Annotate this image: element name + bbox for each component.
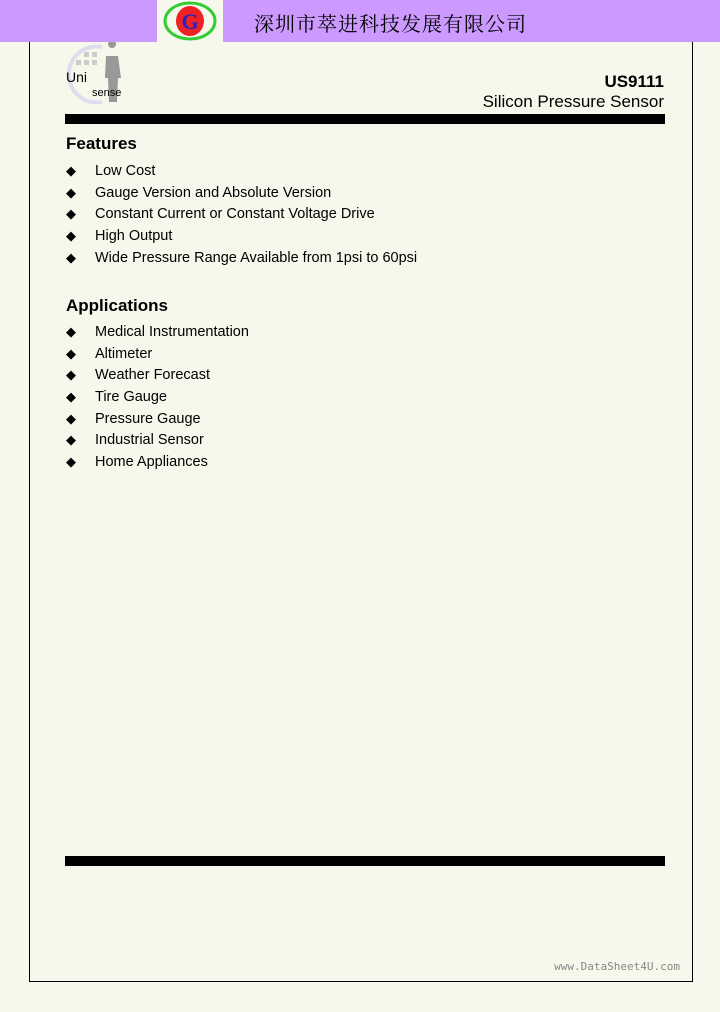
list-item bbox=[66, 451, 249, 473]
diamond-bullet-icon: ◆ bbox=[66, 453, 76, 469]
part-number: US9111 bbox=[604, 72, 664, 91]
feature-text: Wide Pressure Range Available from 1psi to 60psi bbox=[95, 249, 418, 266]
features-list bbox=[66, 160, 417, 268]
application-text: Altimeter bbox=[95, 345, 153, 362]
document-title: Silicon Pressure Sensor bbox=[482, 92, 664, 111]
top-divider bbox=[65, 114, 665, 124]
diamond-bullet-icon: ◆ bbox=[66, 432, 76, 448]
application-text: Industrial Sensor bbox=[95, 432, 204, 449]
application-text: Weather Forecast bbox=[95, 367, 210, 384]
application-text: Pressure Gauge bbox=[95, 410, 201, 427]
application-text: Tire Gauge bbox=[95, 388, 167, 405]
diamond-bullet-icon: ◆ bbox=[66, 184, 76, 200]
svg-text:G: G bbox=[181, 9, 199, 34]
list-item bbox=[66, 321, 249, 343]
diamond-bullet-icon: ◆ bbox=[66, 345, 76, 361]
company-logo bbox=[157, 0, 223, 42]
feature-text: Constant Current or Constant Voltage Drive bbox=[95, 206, 375, 223]
diamond-bullet-icon: ◆ bbox=[66, 206, 76, 222]
applications-heading: Applications bbox=[66, 296, 169, 315]
diamond-bullet-icon: ◆ bbox=[66, 367, 76, 383]
company-name: 深圳市萃进科技发展有限公司 bbox=[254, 12, 527, 36]
list-item bbox=[66, 160, 417, 182]
feature-text: Gauge Version and Absolute Version bbox=[95, 184, 332, 201]
watermark: www.DataSheet4U.com bbox=[554, 960, 680, 973]
diamond-bullet-icon: ◆ bbox=[66, 227, 76, 243]
list-item bbox=[66, 343, 249, 365]
applications-list bbox=[66, 321, 249, 473]
list-item bbox=[66, 225, 417, 247]
features-heading: Features bbox=[66, 134, 137, 153]
list-item bbox=[66, 203, 417, 225]
feature-text: High Output bbox=[95, 227, 173, 244]
diamond-bullet-icon: ◆ bbox=[66, 162, 76, 178]
unisense-logo bbox=[62, 42, 132, 104]
list-item bbox=[66, 247, 417, 269]
list-item bbox=[66, 182, 417, 204]
list-item bbox=[66, 408, 249, 430]
application-text: Medical Instrumentation bbox=[95, 323, 249, 340]
list-item bbox=[66, 429, 249, 451]
application-text: Home Appliances bbox=[95, 453, 208, 470]
list-item bbox=[66, 386, 249, 408]
list-item bbox=[66, 364, 249, 386]
company-header-band bbox=[0, 0, 720, 42]
svg-text:sense: sense bbox=[92, 87, 122, 99]
diamond-bullet-icon: ◆ bbox=[66, 388, 76, 404]
feature-text: Low Cost bbox=[95, 162, 156, 179]
diamond-bullet-icon: ◆ bbox=[66, 249, 76, 265]
diamond-bullet-icon: ◆ bbox=[66, 410, 76, 426]
diamond-bullet-icon: ◆ bbox=[66, 323, 76, 339]
bottom-divider bbox=[65, 856, 665, 866]
svg-text:Uni: Uni bbox=[66, 69, 88, 85]
